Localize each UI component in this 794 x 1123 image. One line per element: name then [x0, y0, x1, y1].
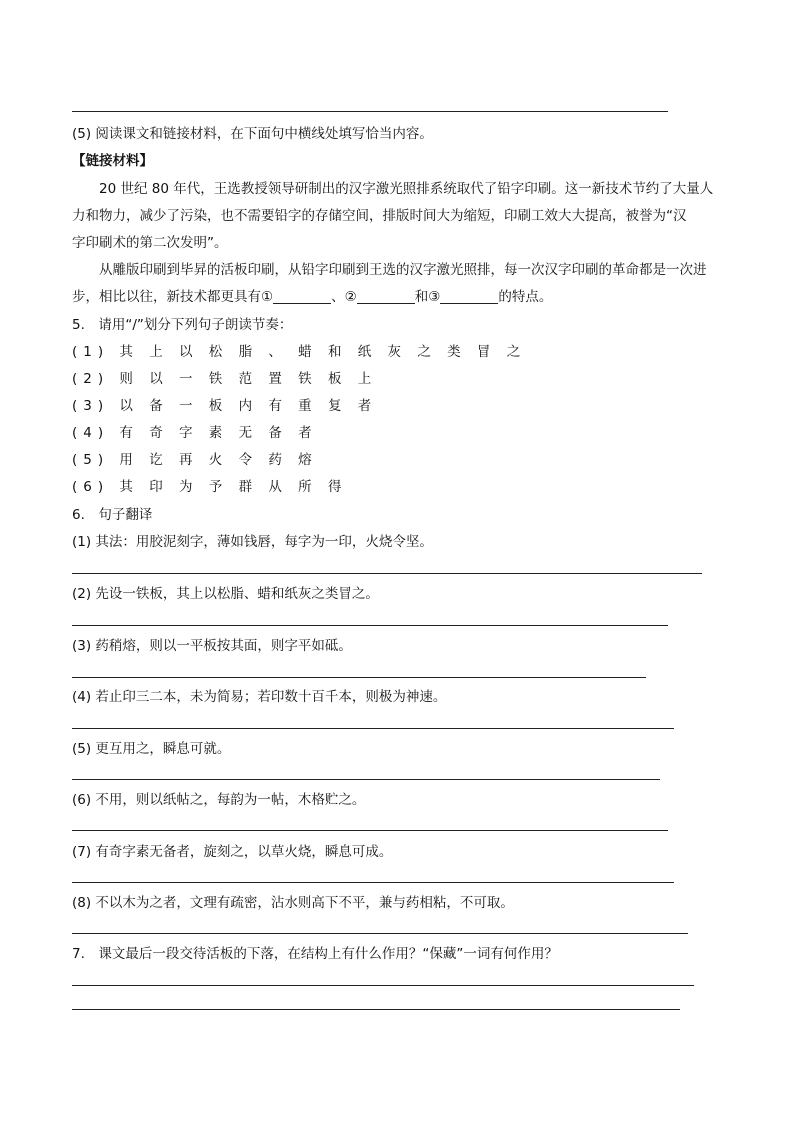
q5-item: (3) 以 备 一 板 内 有 重 复 者 [72, 398, 378, 414]
fill-blank-3[interactable] [440, 289, 498, 304]
answer-line[interactable] [72, 111, 668, 112]
answer-line[interactable] [72, 677, 646, 678]
q5-title: 5. 请用“/”划分下列句子朗读节奏： [72, 317, 293, 333]
link-para2-line2 [72, 288, 552, 306]
q5-item: (6) 其 印 为 予 群 从 所 得 [72, 479, 348, 495]
link-para1-line1: 20 世纪 80 年代，王选教授领导研制出的汉字激光照排系统取代了铅字印刷。这一新技术节约了大量人 [99, 181, 714, 197]
q5-item: (4) 有 奇 字 素 无 备 者 [72, 425, 318, 441]
para2-suffix: 的特点。 [498, 289, 553, 305]
q5-item: (2) 则 以 一 铁 范 置 铁 板 上 [72, 371, 378, 387]
q6-sentence: (5) 更互用之，瞬息可就。 [72, 741, 231, 757]
q6-sentence: (1) 其法：用胶泥刻字，薄如钱唇，每字为一印，火烧令坚。 [72, 534, 433, 550]
q5-item: (5) 用 讫 再 火 令 药 熔 [72, 452, 318, 468]
para2-sep2: 和③ [414, 289, 441, 305]
para2-sep1: 、② [331, 289, 357, 305]
q4-item5: (5) 阅读课文和链接材料，在下面句中横线处填写恰当内容。 [72, 126, 433, 142]
answer-line[interactable] [72, 625, 668, 626]
link-para1-line3: 字印刷术的第二次发明”。 [72, 235, 228, 251]
fill-blank-1[interactable] [273, 289, 331, 304]
answer-line[interactable] [72, 728, 674, 729]
q6-sentence: (2) 先设一铁板，其上以松脂、蜡和纸灰之类冒之。 [72, 586, 379, 602]
link-para1-line2: 力和物力，减少了污染，也不需要铅字的存储空间，排版时间大为缩短，印刷工效大大提高，被誉为“汉 [72, 208, 687, 224]
answer-line[interactable] [72, 573, 702, 574]
link-material-title: 【链接材料】 [72, 153, 153, 169]
link-para2-line1: 从雕版印刷到毕昇的活板印刷，从铅字印刷到王选的汉字激光照排，每一次汉字印刷的革命都是一次进 [99, 262, 707, 278]
fill-blank-2[interactable] [357, 289, 415, 304]
para2-prefix: 步，相比以往，新技术都更具有① [72, 289, 274, 305]
q7-title: 7. 课文最后一段交待活板的下落，在结构上有什么作用？“保藏”一词有何作用？ [72, 946, 558, 962]
answer-line[interactable] [72, 779, 660, 780]
q6-title: 6. 句子翻译 [72, 507, 153, 523]
q6-sentence: (3) 药稍熔，则以一平板按其面，则字平如砥。 [72, 638, 352, 654]
answer-line[interactable] [72, 1009, 680, 1010]
answer-line[interactable] [72, 985, 694, 986]
answer-line[interactable] [72, 882, 674, 883]
q6-sentence: (8) 不以木为之者，文理有疏密，沾水则高下不平，兼与药相粘，不可取。 [72, 895, 514, 911]
answer-line[interactable] [72, 933, 688, 934]
q6-sentence: (7) 有奇字素无备者，旋刻之，以草火烧，瞬息可成。 [72, 844, 393, 860]
answer-line[interactable] [72, 830, 668, 831]
q5-item: (1) 其 上 以 松 脂 、 蜡 和 纸 灰 之 类 冒 之 [72, 344, 527, 360]
q6-sentence: (6) 不用，则以纸帖之，每韵为一帖，木格贮之。 [72, 792, 366, 808]
q6-sentence: (4) 若止印三二本，未为简易；若印数十百千本，则极为神速。 [72, 689, 447, 705]
